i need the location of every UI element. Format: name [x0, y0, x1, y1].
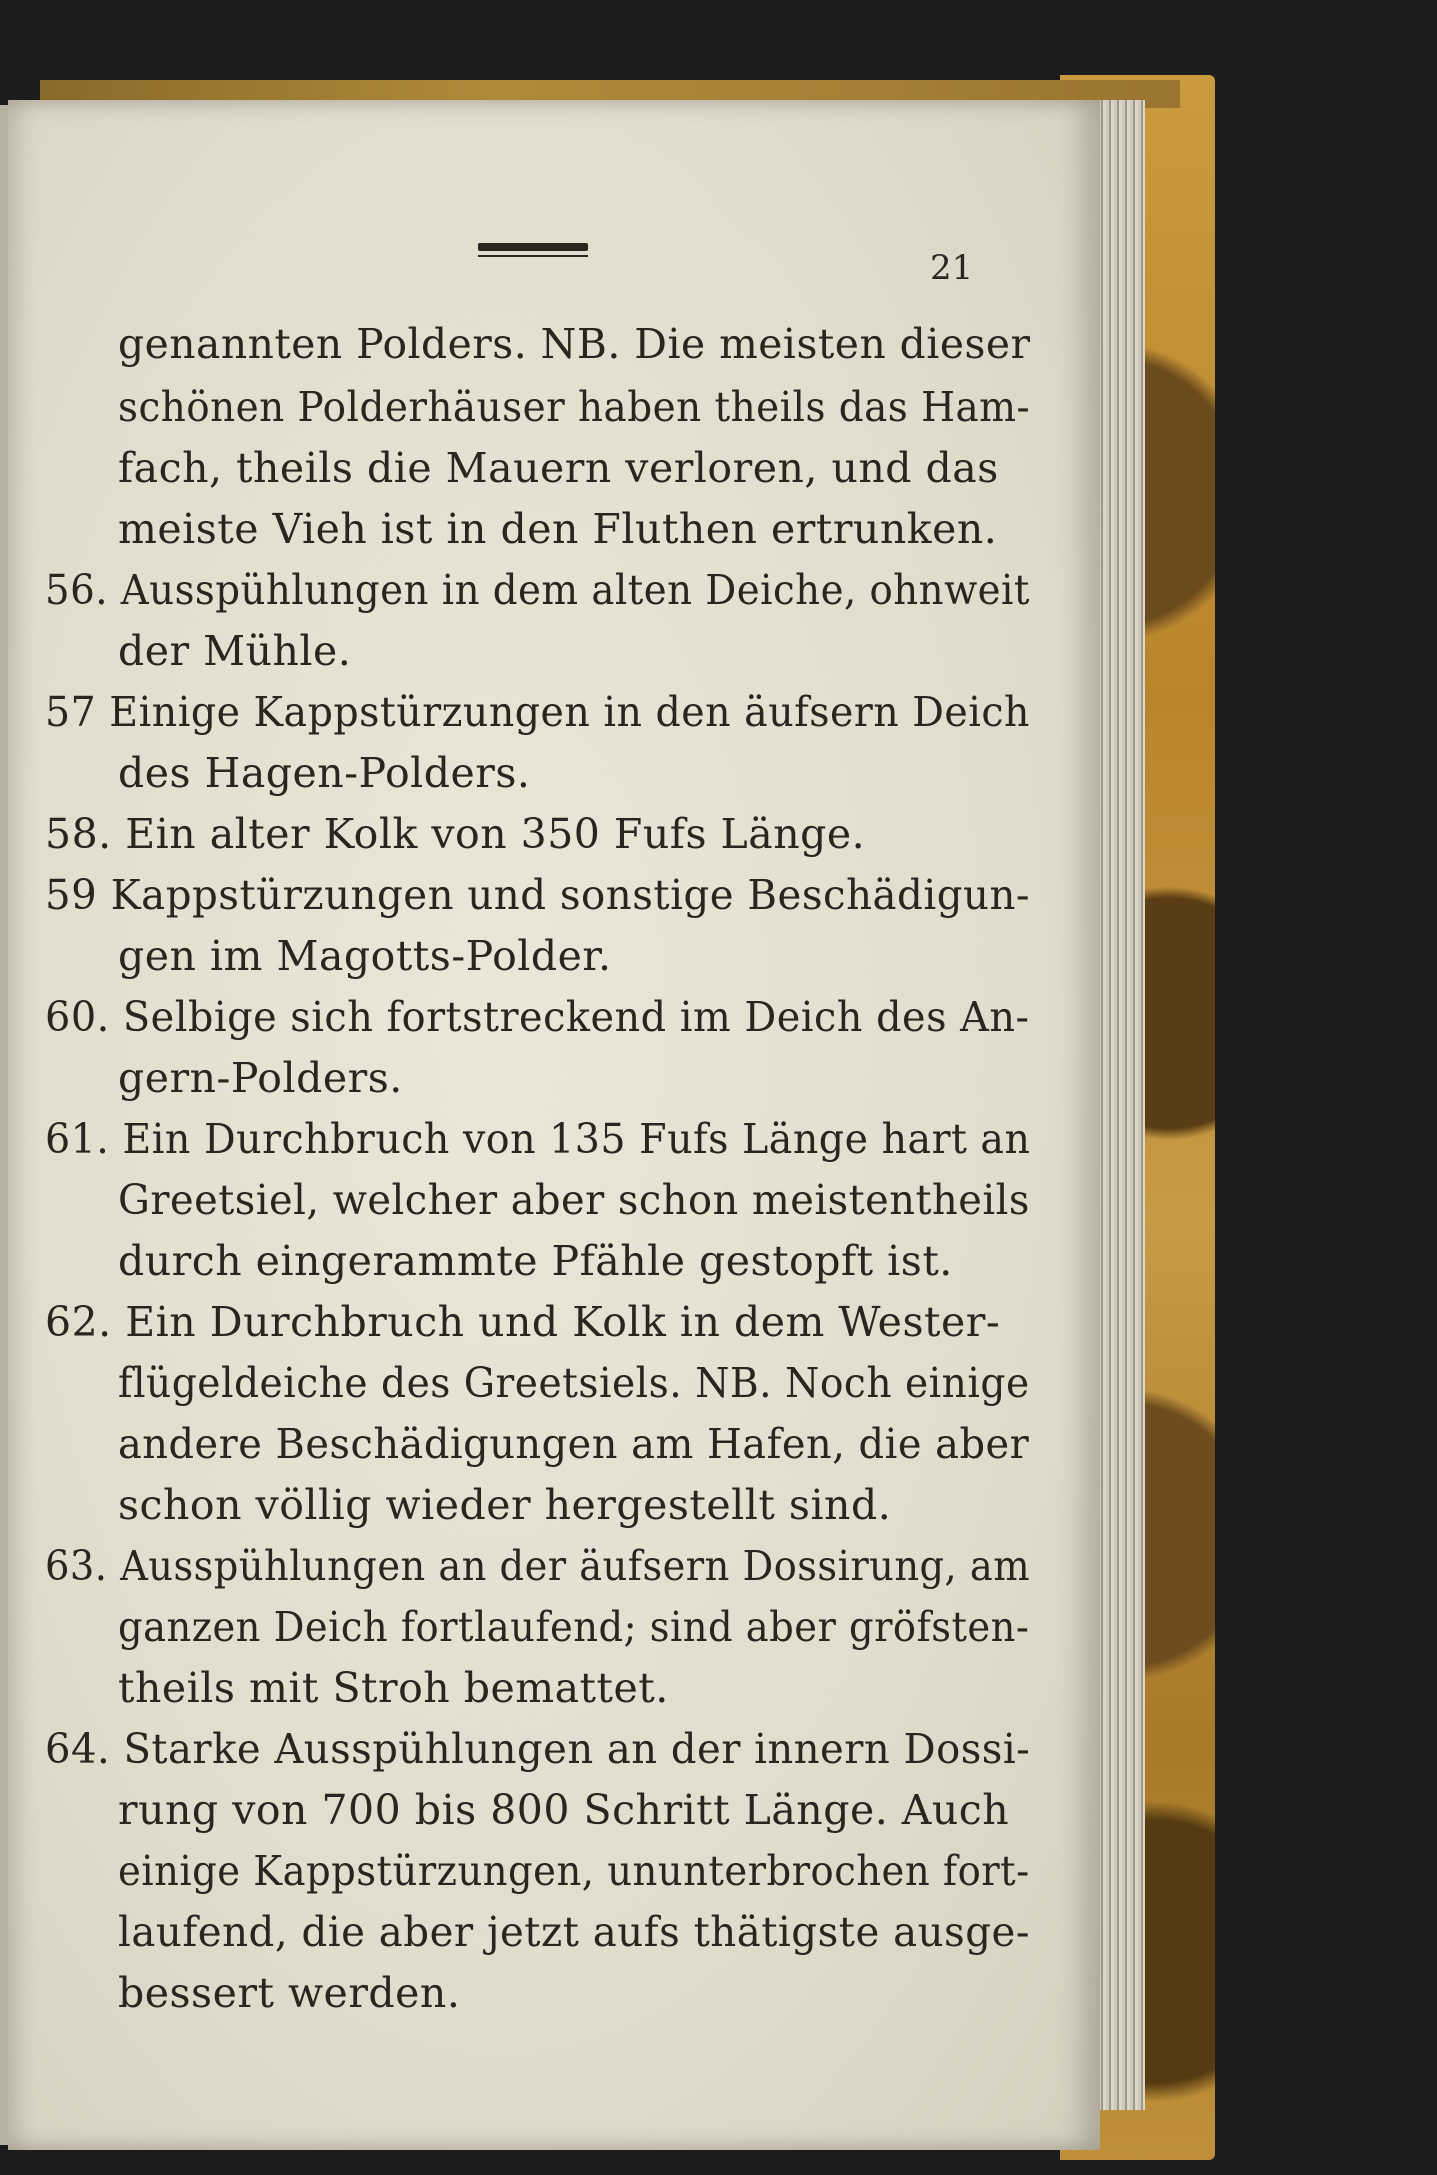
text-line: 56. Ausspühlungen in dem alten Deiche, ohnweit: [45, 566, 1030, 614]
text-line: 57 Einige Kappstürzungen in den äufsern Deich: [45, 688, 1030, 736]
text-line: rung von 700 bis 800 Schritt Länge. Auch: [118, 1786, 1010, 1834]
text-line: Greetsiel, welcher aber schon meistentheils: [118, 1176, 1030, 1224]
text-line: schönen Polderhäuser haben theils das Ham-: [118, 383, 1031, 431]
text-line: 63. Ausspühlungen an der äufsern Dossirung, am: [45, 1542, 1031, 1590]
text-line: ganzen Deich fortlaufend; sind aber gröfsten-: [118, 1603, 1030, 1651]
text-line: 64. Starke Ausspühlungen an der innern Dossi-: [45, 1725, 1031, 1773]
text-line: einige Kappstürzungen, ununterbrochen fort-: [118, 1847, 1030, 1895]
text-line: schon völlig wieder hergestellt sind.: [118, 1481, 892, 1529]
text-line: 60. Selbige sich fortstreckend im Deich des An-: [45, 993, 1030, 1041]
text-line: 59 Kappstürzungen und sonstige Beschädigun-: [45, 871, 1031, 919]
text-line: fach, theils die Mauern verloren, und das: [118, 444, 999, 492]
text-line: 58. Ein alter Kolk von 350 Fufs Länge.: [45, 810, 866, 858]
text-line: gen im Magotts-Polder.: [118, 932, 612, 980]
text-line: durch eingerammte Pfähle gestopft ist.: [118, 1237, 953, 1285]
text-line: 61. Ein Durchbruch von 135 Fufs Länge hart an: [45, 1115, 1031, 1163]
text-line: bessert werden.: [118, 1969, 461, 2017]
text-line: des Hagen-Polders.: [118, 749, 531, 797]
text-line: gern-Polders.: [118, 1054, 403, 1102]
text-line: flügeldeiche des Greetsiels. NB. Noch einige: [118, 1359, 1030, 1407]
text-line: laufend, die aber jetzt aufs thätigste ausge-: [118, 1908, 1030, 1956]
text-line: andere Beschädigungen am Hafen, die aber: [118, 1420, 1030, 1468]
text-line: 62. Ein Durchbruch und Kolk in dem Wester-: [45, 1298, 1001, 1346]
text-line: genannten Polders. NB. Die meisten dieser: [118, 320, 1031, 368]
text-line: der Mühle.: [118, 627, 352, 675]
text-line: theils mit Stroh bemattet.: [118, 1664, 669, 1712]
text-line: meiste Vieh ist in den Fluthen ertrunken.: [118, 505, 998, 553]
page-number: 21: [930, 248, 974, 288]
